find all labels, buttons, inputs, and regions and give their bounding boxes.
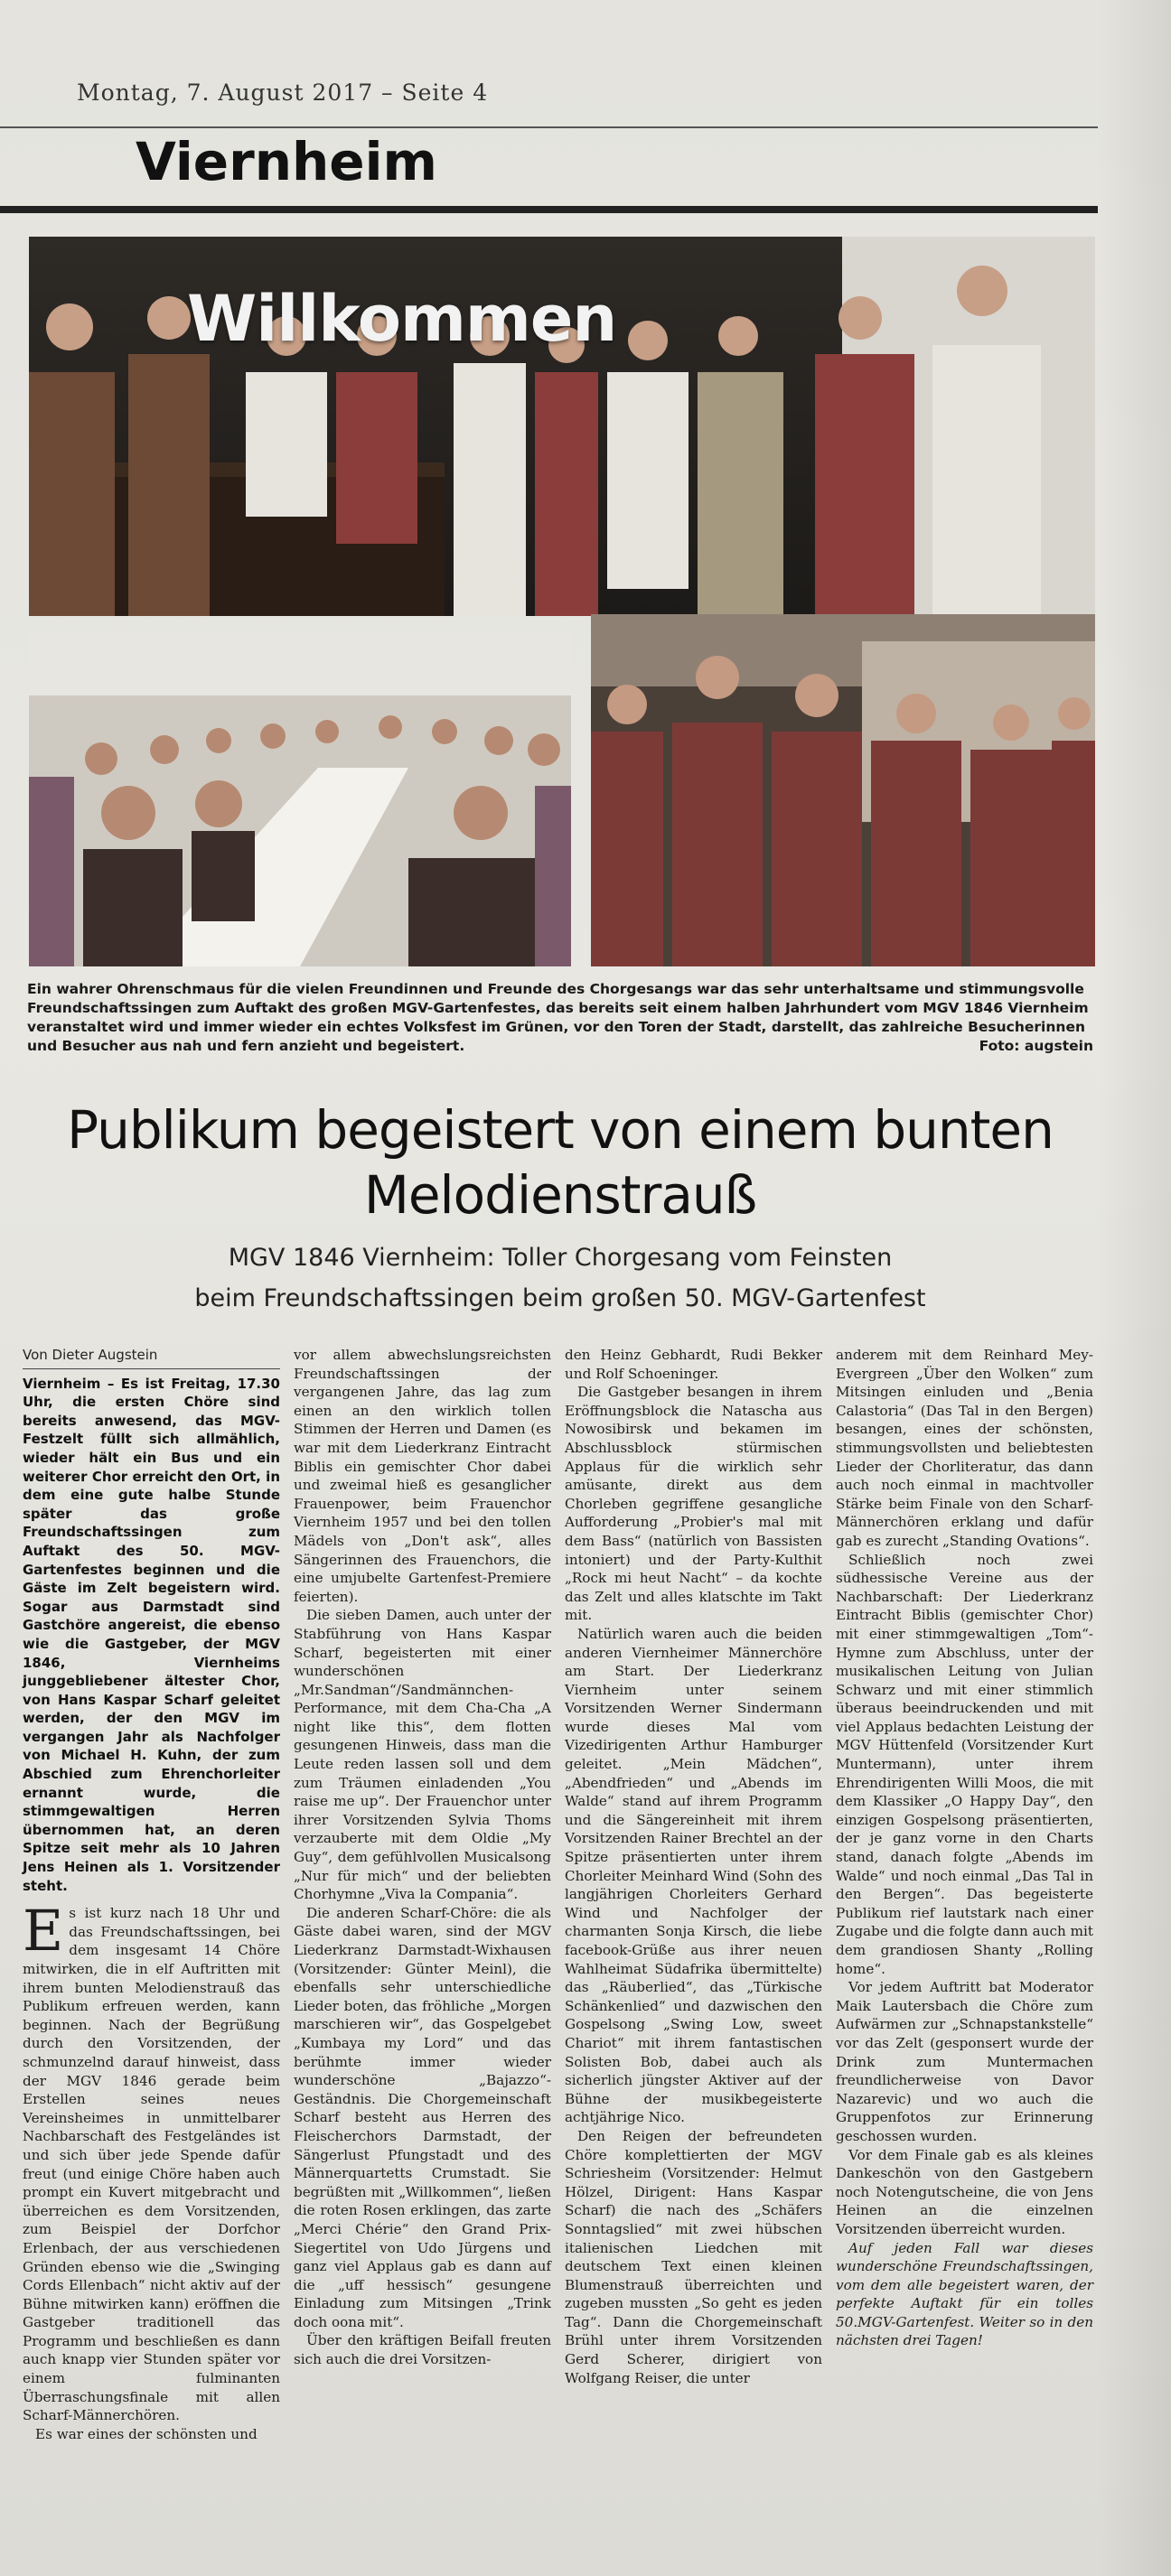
- header-rule: [0, 126, 1098, 128]
- photo-caption: [27, 980, 1093, 1056]
- photo-audience: [29, 632, 571, 966]
- col3-p1: den Heinz Gebhardt, Rudi Bekker und Rolf Schoeninger.: [565, 1347, 822, 1382]
- col4-p1: anderem mit dem Reinhard Mey-Evergreen „Über den Wolken“ zum Mitsingen einluden und „Benia Calastoria“ (Das Tal in den Bergen) besangen, eines der schönsten, stimmungsvollsten und beliebtesten Lieder der Chorliteratur, das dann auch noch einmal in machtvoller Stärke beim Finale von den Scharf-Männerchören erklang und dafür gab es zurecht „Standing Ovations“.: [836, 1347, 1093, 1549]
- col3-p4: Den Reigen der befreundeten Chöre komplettierten der MGV Schriesheim (Vorsitzender: Helmut Hölzel, Dirigent: Hans Kaspar Scharf) die nach des „Schäfers Sonntagslied“ mit zwei hübschen italienischen Liedchen mit deutschem Text einen kleinen Blumenstrauß überreichten und zugeben mussten „So geht es jeden Tag“. Dann die Chorgemeinschaft Brühl unter ihrem Vorsitzenden Gerd Scherer, dirigiert von Wolfgang Reiser, die unter: [565, 2127, 822, 2386]
- col2-p1: vor allem abwechslungsreichsten Freundschaftssingen der vergangenen Jahre, das lag zum einen an den wirklich tollen Stimmen der Herren und Damen (es war mit dem Liederkranz Eintracht Biblis ein gemischter Chor dabei und zweimal hieß es gesanglicher Frauenpower, beim Frauenchor Viernheim 1957 und bei den tollen Mädels von „Don't ask“, alles Sängerinnen des Frauenchors, die eine umjubelte Gartenfest-Premiere feierten).: [294, 1347, 551, 1605]
- caption-text: Ein wahrer Ohrenschmaus für die vielen Freundinnen und Freunde des Chorgesangs war das sehr unterhaltsame und stimmungsvolle Freundschaftssingen zum Auftakt des großen MGV-Gartenfestes, das bereits seit einem halben Jahrhundert vom MGV 1846 Viernheim veranstaltet wird und immer wieder ein echtes Volksfest im Grünen, vor den Toren der Stadt, darstellt, das zahlreiche Besucherinnen und Besucher aus nah und fern anzieht und begeistert.: [27, 981, 1089, 1054]
- col4-closing: Auf jeden Fall war dieses wunderschöne Freundschaftssingen, vom dem alle begeistert waren, der perfekte Auftakt für ein tolles 50.MGV-Gartenfest. Weiter so in den nächsten drei Tagen!: [836, 2239, 1093, 2349]
- headline: [27, 1097, 1093, 1227]
- col4-p3: Vor jedem Auftritt bat Moderator Maik Lautersbach die Chöre zum Aufwärmen zur „Schnapstankstelle“ vor das Zelt (gesponsert wurde der Drink zum Muntermachen freundlicherweise von Davor Nazarevic) und wo auch die Gruppenfotos zur Erinnerung geschossen wurden.: [836, 1979, 1093, 2144]
- welcome-banner: Willkommen: [187, 282, 617, 356]
- column-4: [836, 1346, 1093, 2350]
- byline: Von Dieter Augstein: [23, 1346, 280, 1369]
- dateline: Montag, 7. August 2017 – Seite 4: [77, 79, 489, 106]
- col2-p2: Die sieben Damen, auch unter der Stabführung von Hans Kaspar Scharf, begeisterten mit einer wunderschönen „Mr.Sandman“/Sandmännchen-Performance, mit dem Cha-Cha „A night like this“, dem flotten gesungenen Hinweis, dass man die Leute reden lassen soll und dem zum Träumen einladenden „You raise me up“. Der Frauenchor unter ihrer Vorsitzenden Sylvia Thoms verzauberte mit dem Oldie „My Guy“, dem gefühlvollen Musicalsong „Nur für mich“ und der beliebten Chorhymne „Viva la Compania“.: [294, 1607, 551, 1903]
- col1-paragraph: [23, 1898, 280, 2425]
- col3-p3: Natürlich waren auch die beiden anderen Viernheimer Männerchöre am Start. Der Liederkranz Viernheim unter seinem Vorsitzenden Werner Sindermann wurde dieses Mal vom Vizedirigenten Arthur Hamburger geleitet. „Mein Mädchen“, „Abendfrieden“ und „Abends im Walde“ stand auf ihrem Programm und die Sängereinheit mit ihrem Vorsitzenden Rainer Brechtel an der Spitze präsentierten unter ihrem Chorleiter Meinhard Wind (Sohn des langjährigen Chorleiters Gerhard Wind und Nachfolger der charmanten Sonja Kirsch, die liebe facebook-Grüße aus ihrer neuen Wahlheimat Südafrika übermittelte) das „Räuberlied“, das „Türkische Schänkenlied“ und dazwischen den Gospelsong „Swing Low, sweet Chariot“ mit ihrem fantastischen Solisten Bob, dabei auch als sicherlich jüngster Aktiver auf der Bühne der musikbegeisterte achtjährige Nico.: [565, 1625, 822, 2126]
- column-2: [294, 1346, 551, 2369]
- photo-choir-stage: [29, 237, 1095, 616]
- subheadline: [27, 1237, 1093, 1319]
- subhead-line-2: beim Freundschaftssingen beim großen 50. MGV-Gartenfest: [194, 1284, 926, 1312]
- article-body: [18, 1346, 1098, 2520]
- column-3: [565, 1346, 822, 2387]
- section-title: Viernheim: [136, 131, 437, 192]
- lead-paragraph: Viernheim – Es ist Freitag, 17.30 Uhr, die ersten Chöre sind bereits anwesend, das MGV-Festzelt füllt sich allmählich, wieder hält ein Bus und ein weiterer Chor erreicht den Ort, in dem eine gute halbe Stunde später das große Freundschaftssingen zum Auftakt des 50. MGV-Gartenfestes beginnen und die Gäste im Zelt begeistern wird. Sogar aus Darmstadt sind Gastchöre angereist, die ebenso wie die Gastgeber, der MGV 1846, Viernheims junggebliebener ältester Chor, von Hans Kaspar Scharf geleitet werden, der den MGV im vergangen Jahr als Nachfolger von Michael H. Kuhn, der zum Abschied zum Ehrenchorleiter ernannt wurde, die stimmgewaltigen Herren übernommen hat, an deren Spitze seit mehr als 10 Jahren Jens Heinen als 1. Vorsitzender steht.: [23, 1375, 280, 1894]
- col4-p4: Vor dem Finale gab es als kleines Dankeschön von den Gastgebern noch Notengutscheine, die von Jens Heinen an die einzelnen Vorsitzenden überreicht wurden.: [836, 2146, 1093, 2237]
- headline-line-2: Melodienstrauß: [363, 1164, 757, 1226]
- photo-credit: Foto: augstein: [979, 1038, 1093, 1054]
- col2-p4: Über den kräftigen Beifall freuten sich auch die drei Vorsitzen-: [294, 2332, 551, 2368]
- col4-p2: Schließlich noch zwei südhessische Vereine aus der Nachbarschaft: Der Liederkranz Eintracht Biblis (gemischter Chor) mit einer stimmgewaltigen „Tom“-Hymne zum Abschluss, unter der musikalischen Leitung von Julian Schwarz und mit einer stimmlich überaus beeindruckenden und mit viel Applaus bedachten Leistung der MGV Hüttenfeld (Vorsitzender Kurt Muntermann), unter ihrem Ehrendirigenten Willi Moos, die mit dem Klassiker „O Happy Day“, den einzigen Gospelsong präsentierten, der je ganz vorne in den Charts stand, danach folgte „Abends im Walde“ und noch einmal „Das Tal in den Bergen“. Das begeisterte Publikum rief lautstark nach einer Zugabe und die folgte dann auch mit dem grandiosen Shanty „Rolling home“.: [836, 1551, 1093, 1977]
- col1-end: Es war eines der schönsten und: [35, 2425, 258, 2442]
- section-rule: [0, 206, 1098, 213]
- col3-p2: Die Gastgeber besangen in ihrem Eröffnungsblock die Natascha aus Nowosibirsk und bekamen im Abschlussblock stürmischen Applaus für die wirklich sehr amüsante, direkt aus dem Chorleben gegriffene gesangliche Aufforderung „Probier's mal mit dem Bass“ (natürlich von Bassisten intoniert) und der Party-Kulthit „Rock mi heut Nacht“ – da kochte das Zelt und alles klatschte im Takt mit.: [565, 1384, 822, 1624]
- drop-cap: E: [23, 1898, 64, 1965]
- headline-line-1: Publikum begeistert von einem bunten: [67, 1099, 1054, 1161]
- col2-p3: Die anderen Scharf-Chöre: die als Gäste dabei waren, sind der MGV Liederkranz Darmstadt-Wixhausen (Vorsitzender: Günter Meinl), die ebenfalls sehr unterschiedliche Lieder boten, das fröhliche „Morgen marschieren wir“, das Gospelgebet „Kumbaya my Lord“ und das berühmte immer wieder wunderschöne „Bajazzo“-Geständnis. Die Chorgemeinschaft Scharf besteht aus Herren des Fleischerchors Darmstadt, der Sängerlust Pfungstadt und des Männerquartetts Crumstadt. Sie begrüßten mit „Willkommen“, ließen die roten Rosen erklingen, das zarte „Merci Chérie“ den Grand Prix- Siegertitel von Udo Jürgens und ganz viel Applaus gab es dann auf die „uff hessisch“ gesungene Einladung zum Mitsingen „Trink doch oona mit“.: [294, 1904, 551, 2330]
- column-1: [23, 1346, 280, 2443]
- col1-body: s ist kurz nach 18 Uhr und das Freundschaftssingen, bei dem insgesamt 14 Chöre mitwirken, die in elf Auftritten mit ihrem bunten Melodienstrauß das Publikum erfreuen werden, kann beginnen. Nach der Begrüßung durch den Vorsitzenden, der schmunzelnd darauf hinweist, dass der MGV 1846 gerade beim Erstellen seines neues Vereinsheimes in unmittelbarer Nachbarschaft des Festgeländes ist und sich über jede Spende dafür freut (und einige Chöre haben auch prompt ein Kuvert mitgebracht und überreichen es dem Vorsitzenden, zum Beispiel der Dorfchor Erlenbach, der aus verschiedenen Gründen ebenso wie die „Swinging Cords Ellenbach“ nicht aktiv auf der Bühne mitwirken kann) eröffnen die Gastgeber traditionell das Programm und beschließen es dann auch knapp vier Stunden später vor einem fulminanten Überraschungsfinale mit allen Scharf-Männerchören.: [23, 1905, 280, 2424]
- photo-singers: [591, 614, 1095, 966]
- subhead-line-1: MGV 1846 Viernheim: Toller Chorgesang vom Feinsten: [228, 1244, 893, 1272]
